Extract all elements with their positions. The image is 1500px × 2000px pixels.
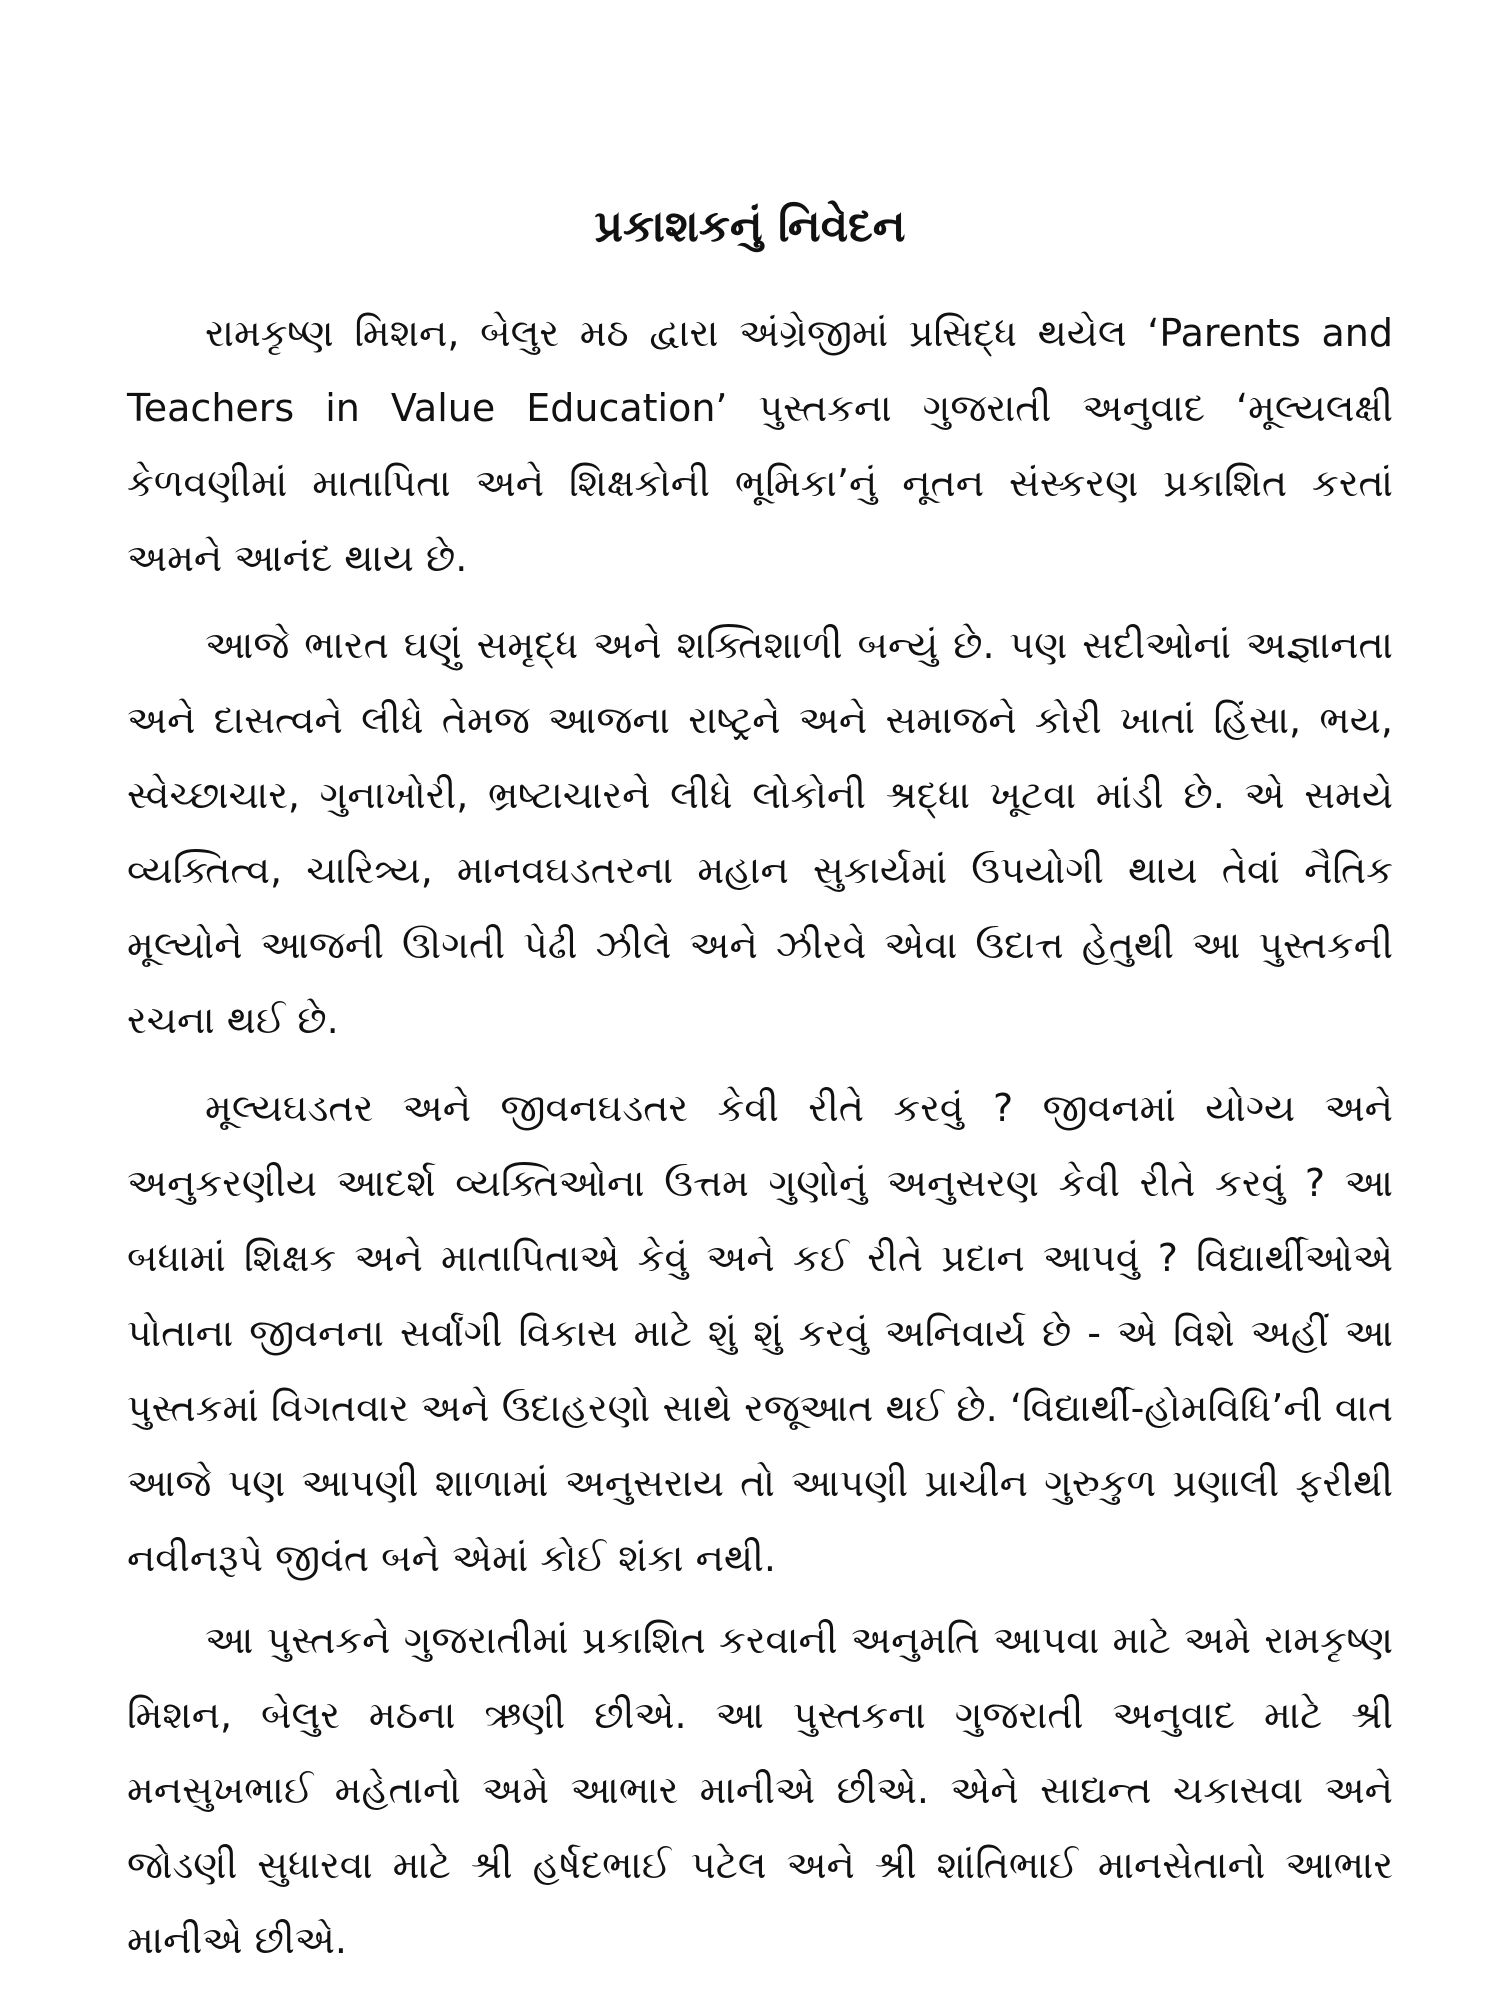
paragraph-2: આજે ભારત ઘણું સમૃદ્ધ અને શક્તિશાળી બન્યું છે. પણ સદીઓનાં અજ્ઞાનતા અને દાસત્વને લીધે તેમજ આજના રાષ્ટ્રને અને સમાજને કોરી ખાતાં હિંસા, ભય, સ્વેચ્છાચાર, ગુનાખોરી, ભ્રષ્ટાચારને લીધે લોકોની શ્રદ્ધા ખૂટવા માંડી છે. એ સમયે વ્યક્તિત્વ, ચારિત્ર્ય, માનવઘડતરના મહાન સુકાર્યમાં ઉપયોગી થાય તેવાં નૈતિક મૂલ્યોને આજની ઊગતી પેઢી ઝીલે અને ઝીરવે એવા ઉદાત્ત હેતુથી આ પુસ્તકની રચના થઈ છે. xyxy=(127,623,1393,1042)
page-title: પ્રકાશકનું નિવેદન xyxy=(594,201,906,253)
paragraph-4: આ પુસ્તકને ગુજરાતીમાં પ્રકાશિત કરવાની અનુમતિ આપવા માટે અમે રામકૃષ્ણ મિશન, બેલુર મઠના ઋણી છીએ. આ પુસ્તકના ગુજરાતી અનુવાદ માટે શ્રી મનસુખભાઈ મહેતાનો અમે આભાર માનીએ છીએ. એને સાદ્યન્ત ચકાસવા અને જોડણી સુધારવા માટે શ્રી હર્ષદભાઈ પટેલ અને શ્રી શાંતિભાઈ માનસેતાનો આભાર માનીએ છીએ. xyxy=(127,1618,1393,1962)
paragraph-3: મૂલ્યઘડતર અને જીવનઘડતર કેવી રીતે કરવું ? જીવનમાં યોગ્ય અને અનુકરણીય આદર્શ વ્યક્તિઓના ઉત્તમ ગુણોનું અનુસરણ કેવી રીતે કરવું ? આ બધામાં શિક્ષક અને માતાપિતાએ કેવું અને કઈ રીતે પ્રદાન આપવું ? વિદ્યાર્થીઓએ પોતાના જીવનના સર્વાંગી વિકાસ માટે શું શું કરવું અનિવાર્ય છે - એ વિશે અહીં આ પુસ્તકમાં વિગતવાર અને ઉદાહરણો સાથે રજૂઆત થઈ છે. ‘વિદ્યાર્થી-હોમવિધિ’ની વાત આજે પણ આપણી શાળામાં અનુસરાય તો આપણી પ્રાચીન ગુરુકુળ પ્રણાલી ફરીથી નવીનરૂપે જીવંત બને એમાં કોઈ શંકા નથી. xyxy=(127,1086,1393,1580)
paragraph-1: રામકૃષ્ણ મિશન, બેલુર મઠ દ્વારા અંગ્રેજીમાં પ્રસિદ્ધ થયેલ ‘Parents and Teachers in Value Education’ પુસ્તકના ગુજરાતી અનુવાદ ‘મૂલ્યલક્ષી કેળવણીમાં માતાપિતા અને શિક્ષકોની ભૂમિકા’નું નૂતન સંસ્કરણ પ્રકાશિત કરતાં અમને આનંદ થાય છે. xyxy=(127,311,1393,580)
